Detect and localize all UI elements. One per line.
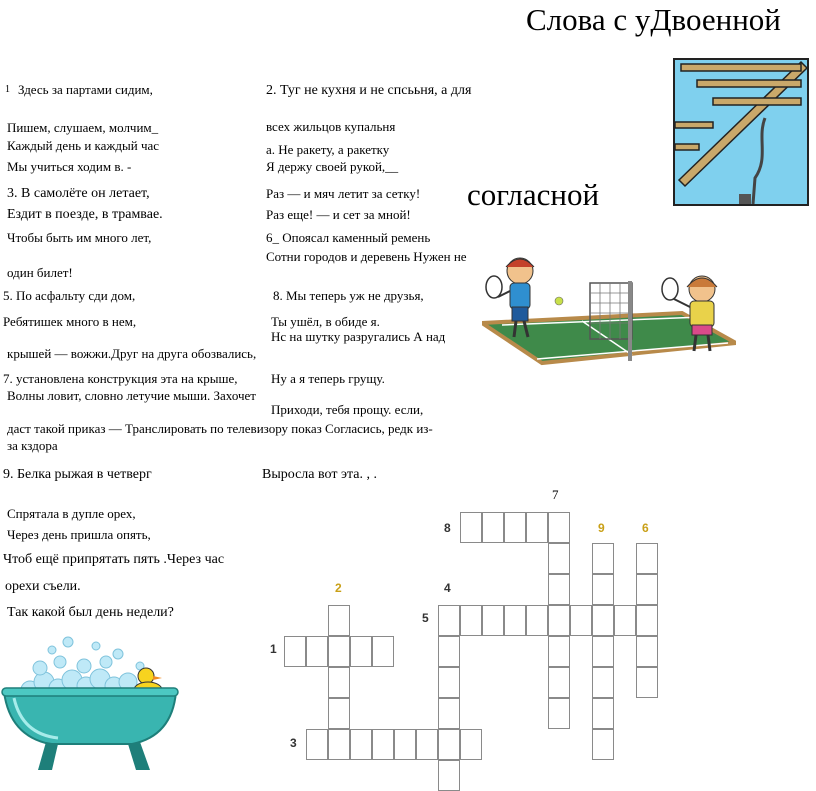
clue-number-3: 3 [290,736,297,750]
riddle-3-line-3: Чтобы быть им много лет, [7,230,152,245]
crossword-cell[interactable] [504,512,526,543]
crossword-cell[interactable] [592,636,614,667]
crossword-cell[interactable] [636,574,658,605]
riddle-7-line-4: за кздора [7,438,58,453]
riddle-5-line-3: крышей — вожжи.Друг на друга обозвались, [7,346,257,361]
crossword-cell[interactable] [438,760,460,791]
crossword-cell[interactable] [636,636,658,667]
crossword-cell[interactable] [350,636,372,667]
riddle-1-line-3: Каждый день и каждый час [7,138,160,153]
crossword-cell[interactable] [328,698,350,729]
crossword-cell[interactable] [328,636,350,667]
riddle-9-line-4: Чтоб ещё припрятать пять .Через час [3,552,225,567]
crossword-cell[interactable] [328,729,350,760]
crossword-cell[interactable] [460,729,482,760]
riddle-3b-line-1: Раз — и мяч летит за сетку! [266,186,421,201]
crossword-cell[interactable] [570,605,592,636]
crossword-cell[interactable] [592,698,614,729]
riddle-8-line-2: Ты ушёл, в обиде я. [271,314,380,329]
riddle-2b-line-1: а. Не ракету, а ракетку [266,142,390,157]
riddle-3-line-1: 3. В самолёте он летает, [7,186,150,201]
crossword-cell[interactable] [592,574,614,605]
crossword-cell[interactable] [482,605,504,636]
crossword-cell[interactable] [548,574,570,605]
riddle-7-line-3: даст такой приказ — Транслировать по телевизору показ Согласись, редк из- [7,421,433,436]
riddle-8-line-1: 8. Мы теперь уж не друзья, [273,288,424,303]
crossword-cell[interactable] [482,512,504,543]
clue-number-7: 7 [552,487,559,502]
riddle-2b-line-2: Я держу своей рукой,__ [266,159,399,174]
riddle-8b-line-2: Приходи, тебя прощу. если, [271,402,424,417]
tennis-kids-picture [482,243,736,369]
crossword-cell[interactable] [504,605,526,636]
crossword-cell[interactable] [592,605,614,636]
clue-number-2: 2 [335,581,342,595]
riddle-3-line-2: Ездит в поезде, в трамвае. [7,207,163,222]
crossword-cell[interactable] [548,605,570,636]
riddle-7-line-2: Волны ловит, словно летучие мыши. Захочет [7,388,256,403]
riddle-9-line-6: Так какой был день недели? [7,605,174,620]
crossword-cell[interactable] [438,729,460,760]
riddle-8-line-3: Нс на шутку разругались А над [271,329,446,344]
riddle-3b-line-2: Раз еще! — и сет за мной! [266,207,411,222]
clue-number-8: 8 [444,521,451,535]
riddle-5-line-2: Ребятишек много в нем, [3,314,137,329]
crossword-cell[interactable] [350,729,372,760]
riddle-7-line-1: 7. установлена конструкция эта на крыше, [3,371,238,386]
clue-number-4: 4 [444,581,451,595]
crossword-cell[interactable] [614,605,636,636]
crossword-cell[interactable] [306,636,328,667]
title-line-1: Слова с уДвоенной [526,2,781,37]
riddle-1-line-4: Мы учиться ходим в. - [7,159,132,174]
riddle-1-line-2: Пишем, слушаем, молчим_ [7,120,159,135]
crossword-cell[interactable] [438,636,460,667]
riddle-1-number: 1 [5,84,10,95]
crossword-cell[interactable] [526,512,548,543]
riddle-5-line-1: 5. По асфальту сди дом, [3,288,136,303]
crossword-cell[interactable] [306,729,328,760]
bathtub-picture [0,632,182,778]
crossword-cell[interactable] [592,667,614,698]
riddle-8b-line-1: Ну а я теперь грущу. [271,371,385,386]
crossword-cell[interactable] [460,512,482,543]
crossword-cell[interactable] [548,543,570,574]
crossword-cell[interactable] [416,729,438,760]
crossword-cell[interactable] [372,636,394,667]
crossword-cell[interactable] [284,636,306,667]
crossword-cell[interactable] [526,605,548,636]
crossword-cell[interactable] [548,636,570,667]
clue-number-9: 9 [598,521,605,535]
crossword-cell[interactable] [438,698,460,729]
crossword-cell[interactable] [548,512,570,543]
crossword-cell[interactable] [460,605,482,636]
riddle-9b-text: Выросла вот эта. , . [262,467,377,482]
crossword-cell[interactable] [328,605,350,636]
crossword-cell[interactable] [636,667,658,698]
title-line-2: согласной [467,177,600,212]
clue-number-6: 6 [642,521,649,535]
riddle-9-line-1: 9. Белка рыжая в четверг [3,467,152,482]
crossword-cell[interactable] [592,543,614,574]
crossword-cell[interactable] [438,667,460,698]
crossword-cell[interactable] [636,605,658,636]
crossword-cell[interactable] [438,605,460,636]
riddle-9-line-2: Спрятала в дупле орех, [7,506,136,521]
riddle-9-line-5: орехи съели. [5,579,81,594]
clue-number-5: 5 [422,611,429,625]
riddle-9-line-3: Через день пришла опять, [7,527,151,542]
riddle-6-line-1: 6_ Опоясал каменный ремень [266,230,431,245]
crossword-cell[interactable] [636,543,658,574]
riddle-2-line-2: всех жильцов купальня [266,119,396,134]
clue-number-1: 1 [270,642,277,656]
crossword-cell[interactable] [394,729,416,760]
riddle-1-line-1: Здесь за партами сидим, [18,82,153,97]
riddle-2-line-1: 2. Туг не кухня и не спсььня, а для [266,83,472,98]
riddle-6-line-2: Сотни городов и деревень Нужен не [266,249,467,264]
crossword-cell[interactable] [548,698,570,729]
crossword-cell[interactable] [592,729,614,760]
crossword-cell[interactable] [372,729,394,760]
crossword-cell[interactable] [548,667,570,698]
riddle-3-line-4: один билет! [7,265,73,280]
antenna-picture [673,58,809,206]
crossword-cell[interactable] [328,667,350,698]
